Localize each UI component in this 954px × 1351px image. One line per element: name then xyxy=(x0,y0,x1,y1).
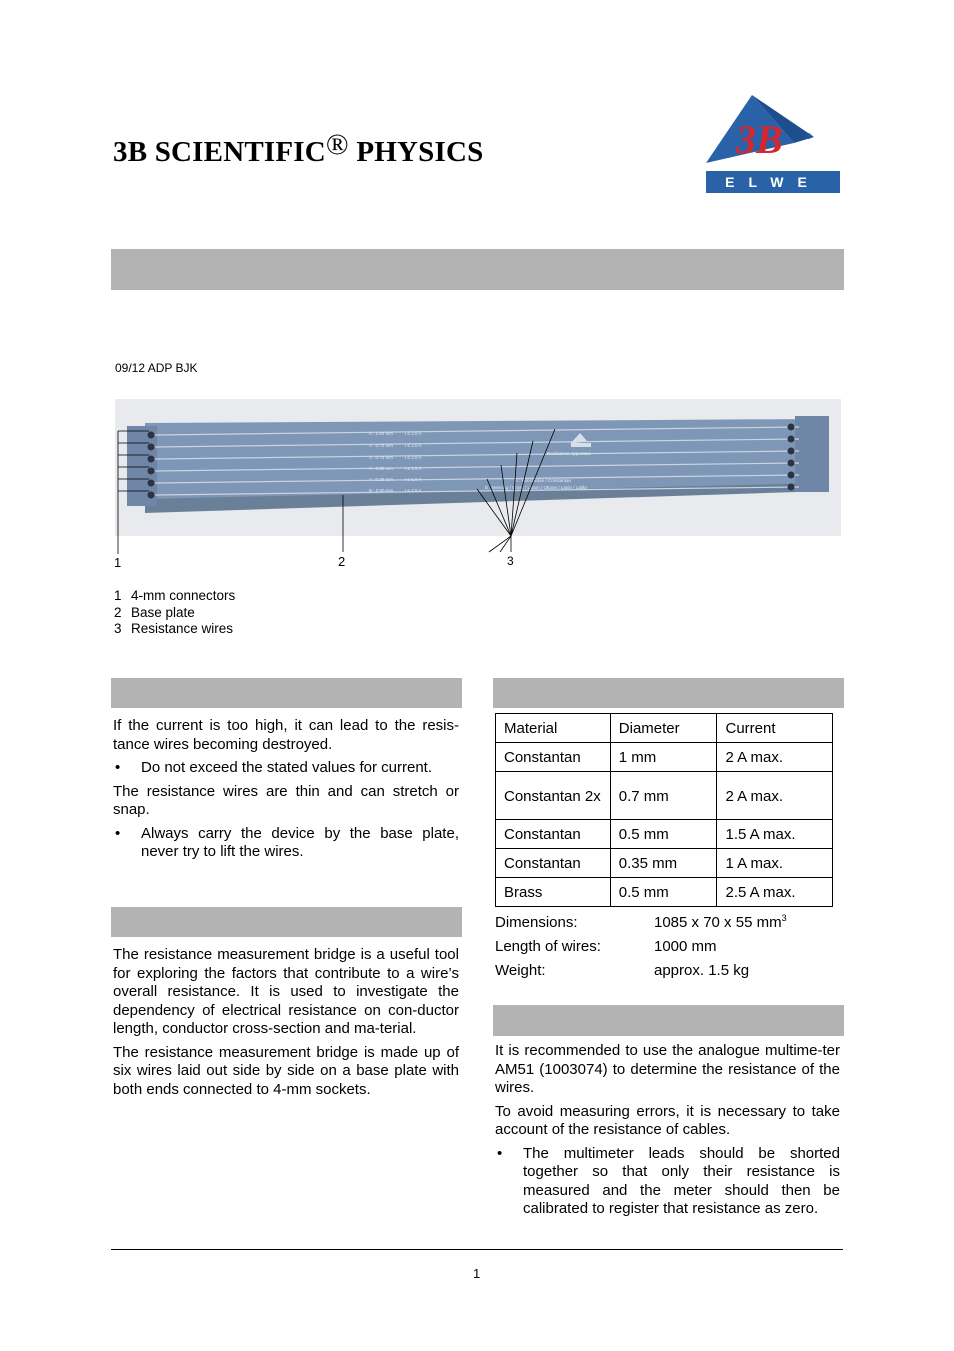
plate-title: Resistance Apparatus xyxy=(547,451,591,456)
table-cell: 0.5 mm xyxy=(610,878,717,907)
table-cell: 0.5 mm xyxy=(610,820,717,849)
safety-paragraph-1: If the current is too high, it can lead to the resis-tance wires becoming destroyed. xyxy=(113,717,459,753)
table-cell: Constantan xyxy=(496,820,611,849)
current-label-1: I ≤ 2.0 A xyxy=(405,431,422,436)
table-cell: Constantan xyxy=(496,743,611,772)
current-label-6: I ≤ 2.5 A xyxy=(405,488,422,493)
plate-legend-b: B : Messing / Brass / Laiton / Ottone / Latón / Latão xyxy=(485,485,588,490)
logo-3b-text: 3B xyxy=(736,117,783,162)
document-code: 09/12 ADP BJK xyxy=(115,361,198,375)
current-label-5: I ≤ 1.0 A xyxy=(405,477,422,482)
brand-title xyxy=(113,128,483,169)
legend-item: 3 Resistance wires xyxy=(114,621,234,636)
wire-label-3: A : 0.70 mm xyxy=(369,455,394,460)
safety-heading-bar xyxy=(111,678,462,708)
table-cell: Constantan xyxy=(496,849,611,878)
description-heading-bar xyxy=(111,907,462,937)
spec-row-dimensions: Dimensions: 1085 x 70 x 55 $mm^3$ xyxy=(495,913,787,931)
description-paragraph-2: The resistance measurement bridge is made up of six wires laid out side by side on a base plate with both ends connected to 4-mm sockets. xyxy=(113,1043,459,1098)
3b-elwe-logo xyxy=(704,95,842,195)
table-row xyxy=(496,849,833,878)
safety-section xyxy=(113,717,459,867)
footer-divider xyxy=(111,1249,843,1250)
table-row xyxy=(496,743,833,772)
technical-data-table xyxy=(495,713,833,907)
wire-label-5: A : 0.35 mm xyxy=(369,477,394,482)
current-label-2: I ≤ 2.0 A xyxy=(405,443,422,448)
legend-item: 1 4-mm connectors xyxy=(114,588,236,603)
description-paragraph-1: The resistance measurement bridge is a useful tool for exploring the factors that contribute to a wire’s overall resistance. It is used to investigate the dependency of electrical resistance on con-ductor length, conductor cross-section and ma-terial. xyxy=(113,946,459,1037)
table-cell: 2.5 A max. xyxy=(717,878,833,907)
wire-label-1: A : 1.00 mm xyxy=(369,431,394,436)
logo-reg-mark: ® xyxy=(806,132,812,141)
operation-paragraph-1: It is recommended to use the analogue multime-ter AM51 (1003074) to determine the resistance of the wires. xyxy=(495,1042,840,1096)
operation-heading-bar xyxy=(493,1005,844,1036)
table-header-cell: Current xyxy=(717,714,833,743)
wire-label-4: A : 0.50 mm xyxy=(369,466,394,471)
table-cell: 1.5 A max. xyxy=(717,820,833,849)
wire-label-2: A : 0.70 mm xyxy=(369,443,394,448)
table-cell: 1 A max. xyxy=(717,849,833,878)
page-number: 1 xyxy=(473,1266,481,1281)
safety-bullet-2: • Always carry the device by the base plate, never try to lift the wires. xyxy=(113,825,459,862)
spec-row-weight: Weight: approx. 1.5 kg xyxy=(495,962,750,979)
table-header-cell: Diameter xyxy=(610,714,717,743)
spec-row-wire-length: Length of wires: 1000 mm xyxy=(495,938,717,955)
legend-item: 2 Base plate xyxy=(114,604,195,620)
safety-paragraph-2: The resistance wires are thin and can stretch or snap. xyxy=(113,782,459,818)
table-header-cell: Material xyxy=(496,714,611,743)
table-cell: Constantan 2x xyxy=(496,772,611,820)
figure-number-2: 2 xyxy=(338,554,346,569)
table-row xyxy=(496,820,833,849)
table-row xyxy=(496,772,833,820)
figure-legend xyxy=(114,588,235,638)
brand-tail: PHYSICS xyxy=(348,136,484,168)
plate-legend-a: A : Konstantan / Constantan xyxy=(515,478,572,483)
table-cell: 2 A max. xyxy=(717,743,833,772)
table-cell: 0.7 mm xyxy=(610,772,717,820)
table-cell: 2 A max. xyxy=(717,772,833,820)
table-row xyxy=(496,878,833,907)
title-bar xyxy=(111,249,844,290)
operation-paragraph-2: To avoid measuring errors, it is necessary to take account of the resistance of cables. xyxy=(495,1102,840,1138)
table-cell: 1 mm xyxy=(610,743,717,772)
figure-number-1: 1 xyxy=(114,555,122,570)
operation-bullet-1: • The multimeter leads should be shorted together so that only their resistance is measured and the meter should then be calibrated to register that resistance as zero. xyxy=(495,1145,840,1219)
brand-main: 3B SCIENTIFIC xyxy=(113,136,326,168)
table-cell: 0.35 mm xyxy=(610,849,717,878)
spec-list xyxy=(495,906,835,983)
logo-elwe-text: ELWE xyxy=(725,174,821,190)
description-section xyxy=(113,946,459,1104)
safety-bullet-1: • Do not exceed the stated values for current. xyxy=(113,759,459,778)
current-label-4: I ≤ 1.5 A xyxy=(405,466,422,471)
callout-lines-lower xyxy=(115,536,535,556)
table-header-row xyxy=(496,714,833,743)
figure-number-3: 3 xyxy=(507,554,514,568)
wire-label-6: B : 0.50 mm xyxy=(369,488,394,493)
operation-section xyxy=(495,1042,840,1224)
table-cell: Brass xyxy=(496,878,611,907)
registered-mark: ® xyxy=(325,128,349,161)
current-label-3: I ≤ 2.0 A xyxy=(405,455,422,460)
technical-data-heading-bar xyxy=(493,678,844,708)
apparatus-photo xyxy=(115,399,841,536)
